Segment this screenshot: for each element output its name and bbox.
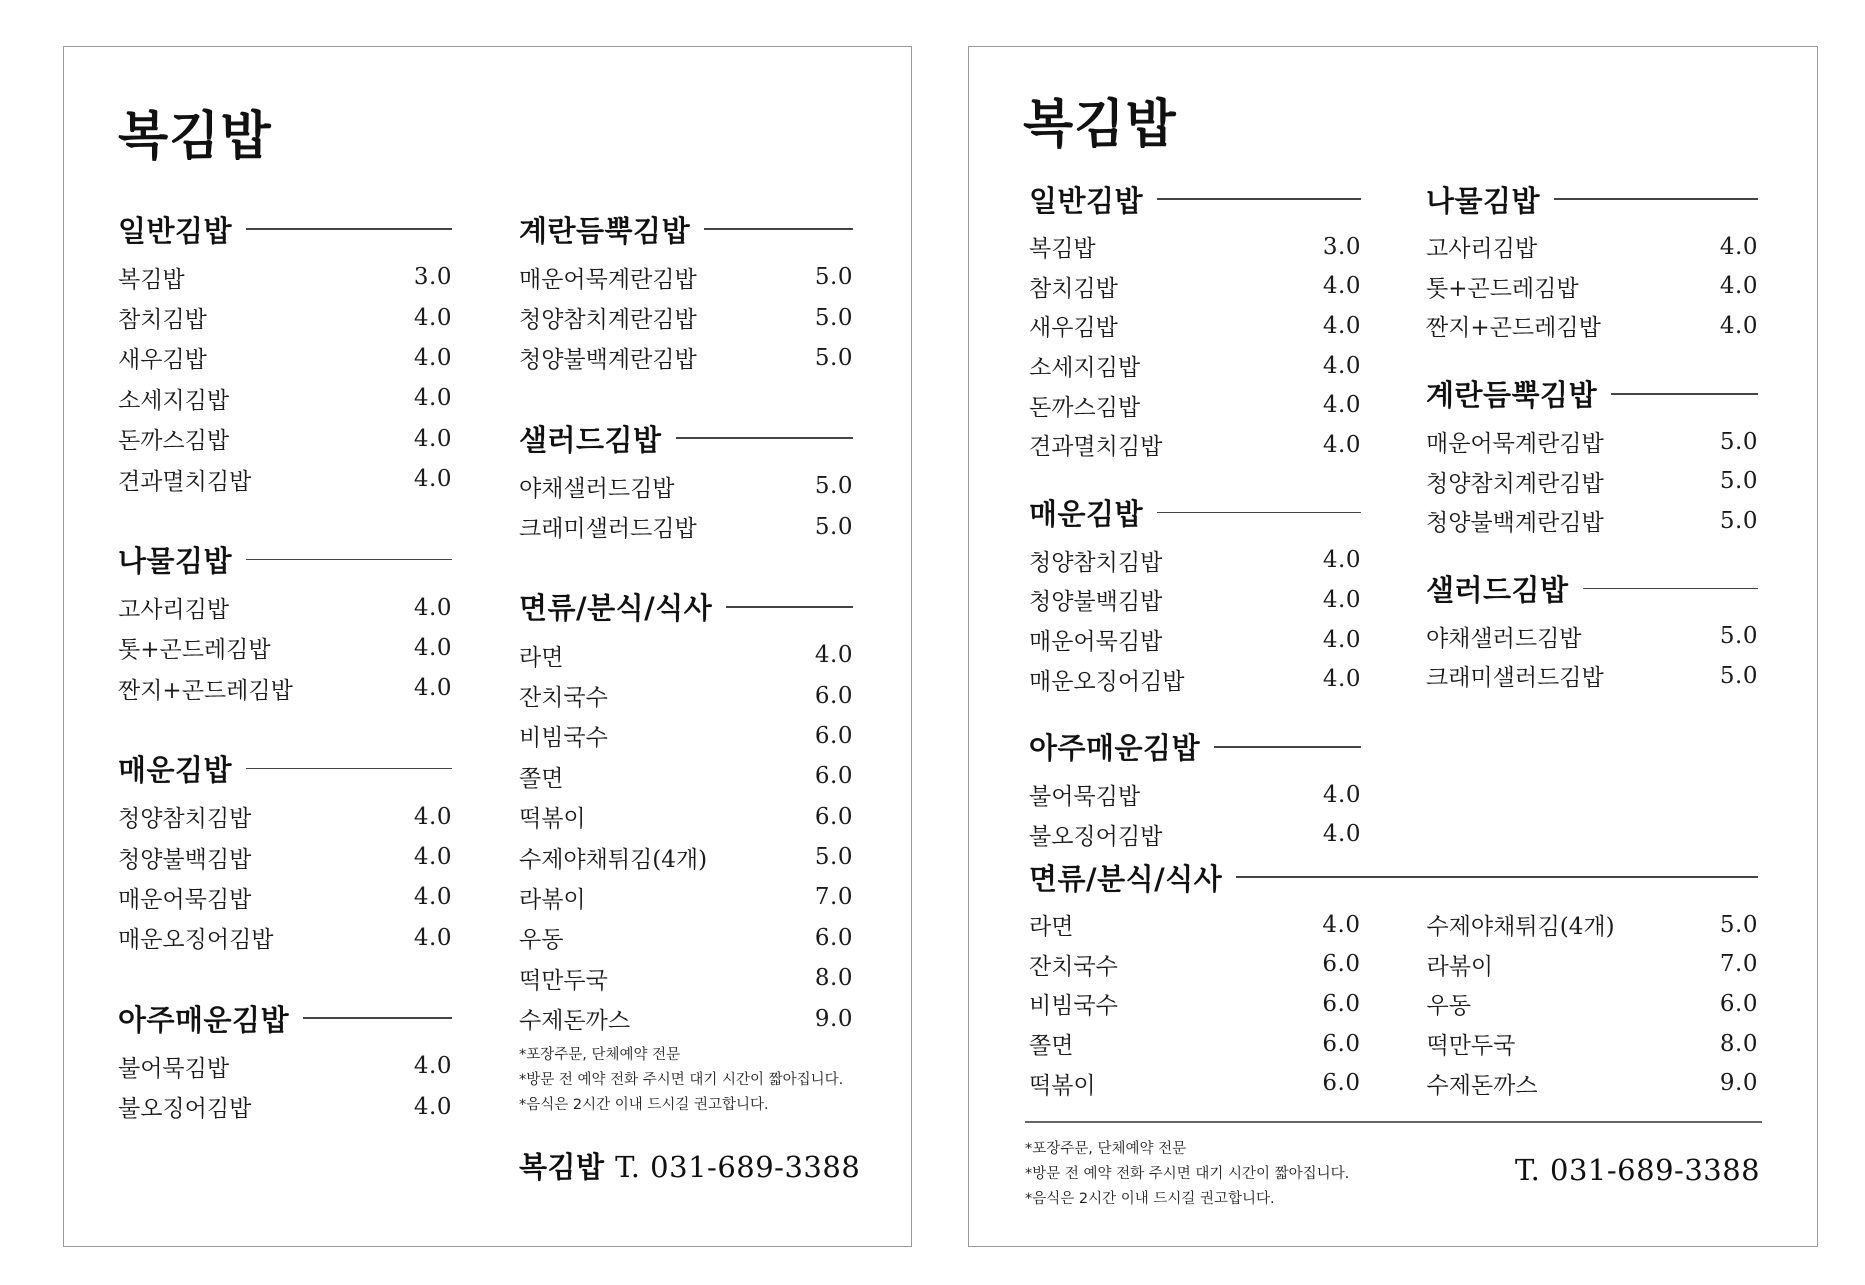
section-divider [704,228,853,230]
menu-item [519,338,853,378]
menu-item-price: 5.0 [1719,507,1758,534]
menu-item-price: 9.0 [1719,1070,1758,1097]
menu-item-name: 견과멸치김밥 [118,468,252,495]
menu-section [519,587,853,1039]
menu-item [118,257,452,297]
menu-section [118,749,452,959]
section-title: 매운김밥 [118,753,233,788]
section-divider [1236,876,1758,878]
menu-section [1029,179,1361,465]
menu-item-name: 짠지+곤드레김밥 [1426,315,1601,342]
menu-item [118,1086,452,1126]
left-column [118,209,452,1167]
menu-item [519,998,853,1038]
menu-item [1426,267,1758,307]
menu-item-price: 8.0 [1719,1030,1758,1057]
menu-item [1427,1063,1759,1103]
menu-item [1029,775,1361,815]
section-header [1029,493,1361,533]
menu-item-price: 4.0 [1322,821,1361,848]
section-title: 일반김밥 [1029,183,1144,218]
menu-item-price: 7.0 [1719,951,1758,978]
menu-item-price: 5.0 [1719,468,1758,495]
menu-item-price: 4.0 [413,466,452,493]
section-title: 계란듬뿍김밥 [1426,378,1598,413]
menu-item [118,797,452,837]
menu-item [1029,227,1361,267]
menu-item [519,958,853,998]
menu-item-price: 4.0 [413,425,452,452]
menu-item-price: 5.0 [814,513,853,540]
menu-item [1029,984,1361,1024]
menu-item-price: 4.0 [413,304,452,331]
menu-item-price: 4.0 [1322,312,1361,339]
menu-section [118,998,452,1127]
menu-item-price: 5.0 [814,344,853,371]
section-title: 일반김밥 [118,213,233,248]
menu-item-name: 우동 [519,927,564,954]
section-title: 면류/분식/식사 [1029,861,1223,896]
menu-item-price: 4.0 [413,924,452,951]
menu-item-price: 6.0 [1719,990,1758,1017]
menu-section [519,209,853,378]
menu-item-name: 고사리김밥 [118,597,230,624]
menu-item-name: 새우김밥 [118,347,207,374]
menu-item-name: 불오징어김밥 [1029,823,1163,850]
menu-item-price: 5.0 [814,473,853,500]
left-column [1029,179,1361,882]
menu-item-name: 쫄면 [519,765,564,792]
menu-item [1029,620,1361,660]
menu-item-name: 잔치국수 [519,685,608,712]
menu-item-price: 4.0 [814,642,853,669]
phone-contact [1515,1153,1760,1187]
menu-item [1029,945,1361,985]
menu-item [1029,1024,1361,1064]
menu-item-name: 참치김밥 [118,307,207,334]
menu-item-name: 청양불백계란김밥 [1426,510,1604,537]
menu-item-price: 4.0 [1719,273,1758,300]
menu-item-price: 4.0 [413,385,452,412]
menu-item [519,756,853,796]
menu-section [118,539,452,708]
menu-item-name: 라볶이 [519,886,586,913]
section-divider [1583,588,1758,590]
menu-item-name: 견과멸치김밥 [1029,434,1163,461]
menu-item-price: 4.0 [413,803,452,830]
menu-item [1029,541,1361,581]
section-divider [303,1017,452,1019]
note-line: *방문 전 예약 전화 주시면 대기 시간이 짧아집니다. [1025,1166,1350,1182]
menu-item-price: 4.0 [1322,352,1361,379]
section-header [118,209,452,249]
menu-item [1029,425,1361,465]
menu-item-price: 4.0 [1322,586,1361,613]
menu-item [1427,984,1759,1024]
section-divider [1157,512,1361,514]
menu-item-name: 고사리김밥 [1426,236,1538,263]
menu-item [1029,306,1361,346]
section-title: 나물김밥 [1426,183,1541,218]
menu-item-name: 떡볶이 [1029,1072,1096,1099]
menu-item-price: 4.0 [413,1093,452,1120]
section-divider [1611,393,1758,395]
menu-title: 복김밥 [118,106,272,167]
menu-item [118,1046,452,1086]
menu-item-name: 매운오징어김밥 [118,927,274,954]
menu-item [118,587,452,627]
menu-item-name: 수제야채튀김(4개) [1426,914,1615,941]
menu-section [1426,374,1758,541]
menu-item-name: 새우김밥 [1029,315,1118,342]
note-line: *방문 전 예약 전화 주시면 대기 시간이 짧아집니다. [519,1072,844,1088]
menu-item-price: 4.0 [1322,666,1361,693]
menu-item [1029,815,1361,855]
section-header [1426,179,1758,219]
menu-item [1029,346,1361,386]
menu-item-name: 청양참치계란김밥 [1426,470,1604,497]
menu-item [1426,656,1758,696]
section-title: 아주매운김밥 [118,1002,290,1037]
menu-item-name: 소세지김밥 [1029,355,1141,382]
section-title: 면류/분식/식사 [519,591,713,626]
menu-item-name: 매운어묵계란김밥 [1426,431,1604,458]
section-divider [676,437,853,439]
menu-item-name: 소세지김밥 [118,387,230,414]
menu-item-name: 불어묵김밥 [1029,784,1141,811]
menu-item-name: 야채샐러드김밥 [519,475,675,502]
menu-item-price: 3.0 [413,264,452,291]
menu-sheet-b [968,46,1818,1247]
menu-item [1426,306,1758,346]
menu-item-name: 톳+곤드레김밥 [1426,275,1579,302]
menu-item [118,338,452,378]
section-divider [246,228,452,230]
phone-store-name: 복김밥 [519,1150,605,1184]
menu-item-price: 6.0 [1322,990,1361,1017]
menu-item [519,797,853,837]
menu-item-name: 복김밥 [1029,236,1096,263]
menu-item-price: 5.0 [1719,623,1758,650]
menu-item-name: 크래미샐러드김밥 [519,516,697,543]
section-divider [1157,198,1361,200]
menu-item-price: 4.0 [1322,911,1361,938]
section-header [1426,569,1758,609]
menu-item [1426,461,1758,501]
menu-item [519,675,853,715]
menu-item [118,419,452,459]
menu-item-name: 청양불백계란김밥 [519,347,697,374]
menu-item [519,877,853,917]
menu-item [519,466,853,506]
menu-item-name: 돈까스김밥 [118,428,230,455]
menu-item [519,507,853,547]
menu-item-name: 수제야채튀김(4개) [519,846,708,873]
menu-item [519,635,853,675]
menu-item-name: 라면 [1029,914,1074,941]
menu-section [118,209,452,499]
menu-item-name: 쫄면 [1029,1033,1074,1060]
section-divider [1214,746,1361,748]
menu-item-price: 4.0 [1322,273,1361,300]
menu-item-name: 불오징어김밥 [118,1096,252,1123]
menu-item-name: 라면 [519,644,564,671]
menu-item-name: 크래미샐러드김밥 [1426,665,1604,692]
menu-item [1029,1063,1361,1103]
section-header [1029,727,1361,767]
noodle-section [1029,857,1758,1103]
noodle-item-grid [1029,905,1758,1103]
menu-item-name: 청양불백김밥 [1029,589,1163,616]
menu-item [118,918,452,958]
menu-item-price: 4.0 [413,1053,452,1080]
menu-item [519,918,853,958]
menu-section [1029,493,1361,699]
section-title: 매운김밥 [1029,497,1144,532]
menu-section [1426,569,1758,696]
menu-item-name: 떡볶이 [519,806,586,833]
phone-number: T. 031-689-3388 [1515,1153,1761,1187]
menu-section [1426,179,1758,346]
menu-item-price: 4.0 [1322,626,1361,653]
section-header [1029,857,1758,897]
menu-item [1426,422,1758,462]
section-divider [1554,198,1758,200]
section-title: 아주매운김밥 [1029,731,1201,766]
menu-item-name: 불어묵김밥 [118,1055,230,1082]
right-column [519,209,853,1079]
menu-item-price: 5.0 [814,264,853,291]
phone-number: T. 031-689-3388 [615,1150,861,1184]
menu-item-price: 6.0 [1322,951,1361,978]
menu-item-price: 6.0 [814,803,853,830]
note-line: *포장주문, 단체예약 전문 [519,1047,681,1063]
menu-title: 복김밥 [1023,94,1177,155]
menu-item-price: 8.0 [814,965,853,992]
menu-item-price: 5.0 [1719,428,1758,455]
section-header [118,539,452,579]
menu-item [118,459,452,499]
menu-item-price: 6.0 [814,722,853,749]
menu-item [519,297,853,337]
menu-item [118,628,452,668]
menu-item [1029,385,1361,425]
menu-item-price: 4.0 [413,594,452,621]
menu-item [519,837,853,877]
section-divider [726,606,853,608]
menu-item [1029,659,1361,699]
menu-item-price: 5.0 [1719,911,1758,938]
right-column [1426,179,1758,724]
menu-item-price: 5.0 [1719,662,1758,689]
menu-section [1029,727,1361,854]
section-divider [246,559,452,561]
menu-item [118,297,452,337]
menu-item-name: 돈까스김밥 [1029,394,1141,421]
menu-item-name: 매운오징어김밥 [1029,668,1185,695]
menu-item-name: 매운어묵계란김밥 [519,266,697,293]
menu-item [118,837,452,877]
note-line: *음식은 2시간 이내 드시길 권고합니다. [519,1097,769,1113]
section-title: 샐러드김밥 [519,422,662,457]
menu-item [1426,501,1758,541]
menu-item-price: 4.0 [1322,547,1361,574]
menu-item [1426,227,1758,267]
menu-item-price: 6.0 [1322,1030,1361,1057]
section-header [118,998,452,1038]
menu-item-price: 6.0 [814,682,853,709]
menu-item-price: 4.0 [1322,781,1361,808]
section-header [519,418,853,458]
section-title: 계란듬뿍김밥 [519,213,691,248]
menu-item [1426,617,1758,657]
note-line: *포장주문, 단체예약 전문 [1025,1141,1187,1157]
menu-item-price: 7.0 [814,884,853,911]
menu-item-price: 6.0 [814,924,853,951]
menu-item-name: 매운어묵김밥 [118,886,252,913]
section-header [1029,179,1361,219]
menu-item-name: 짠지+곤드레김밥 [118,677,293,704]
section-title: 나물김밥 [118,543,233,578]
menu-item-price: 4.0 [413,844,452,871]
section-header [519,209,853,249]
menu-item [519,257,853,297]
menu-item [1427,905,1759,945]
menu-item-name: 매운어묵김밥 [1029,629,1163,656]
section-header [519,587,853,627]
note-line: *음식은 2시간 이내 드시길 권고합니다. [1025,1191,1275,1207]
menu-item-name: 야채샐러드김밥 [1426,625,1582,652]
menu-item-price: 4.0 [413,675,452,702]
section-header [1426,374,1758,414]
menu-item-name: 비빔국수 [1029,993,1118,1020]
menu-item-name: 떡만두국 [1426,1033,1516,1060]
footer-divider [1025,1121,1762,1123]
menu-item-price: 3.0 [1322,233,1361,260]
menu-item-price: 4.0 [413,634,452,661]
menu-item-name: 참치김밥 [1029,275,1118,302]
menu-item [1427,1024,1759,1064]
menu-item-price: 9.0 [814,1005,853,1032]
menu-item-price: 6.0 [1322,1070,1361,1097]
menu-item-name: 라볶이 [1426,953,1494,980]
menu-item-name: 수제돈까스 [519,1008,631,1035]
menu-item-price: 4.0 [1322,392,1361,419]
menu-item-name: 복김밥 [118,266,185,293]
menu-item-price: 5.0 [814,304,853,331]
phone-contact [519,1145,860,1186]
menu-item-name: 톳+곤드레김밥 [118,637,271,664]
menu-item [1029,267,1361,307]
section-header [118,749,452,789]
menu-item-name: 우동 [1426,993,1471,1020]
menu-item-name: 청양참치계란김밥 [519,307,697,334]
menu-item [118,378,452,418]
menu-item-price: 4.0 [413,344,452,371]
menu-item-name: 청양참치김밥 [1029,549,1163,576]
menu-item-name: 수제돈까스 [1426,1072,1538,1099]
menu-item [118,668,452,708]
section-divider [246,768,452,770]
menu-item-name: 비빔국수 [519,725,608,752]
menu-item [118,877,452,917]
menu-item [1029,580,1361,620]
menu-item-price: 6.0 [814,763,853,790]
menu-item-price: 4.0 [1719,312,1758,339]
menu-item [519,716,853,756]
menu-item-name: 청양불백김밥 [118,846,252,873]
menu-item-price: 4.0 [413,884,452,911]
menu-item-name: 청양참치김밥 [118,806,252,833]
menu-item [1427,945,1759,985]
section-title: 샐러드김밥 [1426,573,1569,608]
menu-item-price: 4.0 [1322,431,1361,458]
menu-section [519,418,853,547]
menu-item-price: 4.0 [1719,233,1758,260]
menu-sheet-a [63,46,912,1247]
menu-item-name: 잔치국수 [1029,953,1118,980]
menu-item [1029,905,1361,945]
notes [1025,1137,1349,1212]
notes [519,1043,843,1118]
menu-item-name: 떡만두국 [519,967,608,994]
menu-item-price: 5.0 [814,844,853,871]
